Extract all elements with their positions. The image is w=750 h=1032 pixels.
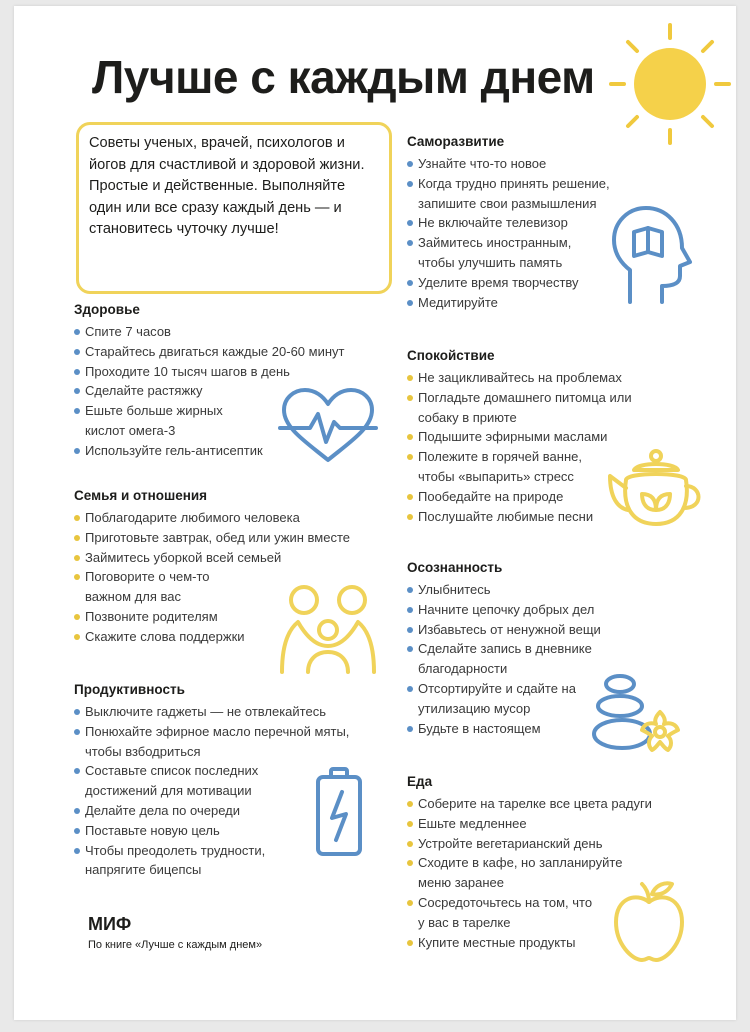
list-item: Когда трудно принять решение, запишите свои размышления: [407, 174, 638, 214]
page-sheet: [14, 6, 736, 1020]
list-item: Ешьте больше жирных кислот омега-3: [74, 401, 235, 441]
list-item: Уделите время творчеству: [407, 273, 727, 293]
section-title: Осознанность: [407, 560, 503, 575]
list-item: Отсортируйте и сдайте на утилизацию мусор: [407, 679, 593, 719]
teapot-icon: [604, 446, 708, 530]
list-item: Избавьтесь от ненужной вещи: [407, 620, 727, 640]
section-title: Спокойствие: [407, 348, 495, 363]
list-item: Подышите эфирными маслами: [407, 427, 727, 447]
apple-icon: [610, 878, 688, 964]
list-item: Медитируйте: [407, 293, 727, 313]
list-item: Выключите гаджеты — не отвлекайтесь: [74, 702, 404, 722]
publisher-logo: МИФ: [88, 914, 132, 934]
list-item: Купите местные продукты: [407, 933, 727, 953]
list-item: Соберите на тарелке все цвета радуги: [407, 794, 727, 814]
section-title: Здоровье: [74, 302, 140, 317]
page-title: Лучше с каждым днем: [92, 51, 595, 103]
list-item: Займитесь уборкой всей семьей: [74, 548, 404, 568]
source-note: По книге «Лучше с каждым днем»: [88, 939, 263, 951]
list-item: Послушайте любимые песни: [407, 507, 727, 527]
list-item: Позвоните родителям: [74, 607, 404, 627]
list-item: Используйте гель-антисептик: [74, 441, 404, 461]
list-item: Займитесь иностранным, чтобы улучшить память: [407, 233, 603, 273]
list-item: Сделайте запись в дневнике благодарности: [407, 639, 633, 679]
head-book-icon: [610, 202, 700, 306]
list-item: Скажите слова поддержки: [74, 627, 404, 647]
section-title: Еда: [407, 774, 433, 789]
list-item: Полежите в горячей ванне, чтобы «выпарить» стресс: [407, 447, 618, 487]
list-item: Сходите в кафе, но запланируйте меню заранее: [407, 853, 648, 893]
section-title: Продуктивность: [74, 682, 185, 697]
list-item: Спите 7 часов: [74, 322, 404, 342]
list-item: Проходите 10 тысяч шагов в день: [74, 362, 404, 382]
list-item: Устройте вегетарианский день: [407, 834, 727, 854]
list-item: Не зацикливайтесь на проблемах: [407, 368, 727, 388]
sun-icon: [606, 20, 734, 148]
list-item: Будьте в настоящем: [407, 719, 727, 739]
stones-flower-icon: [590, 672, 684, 758]
list-item: Поставьте новую цель: [74, 821, 404, 841]
list-item: Сосредоточьтесь на том, что у вас в тарелке: [407, 893, 593, 933]
battery-icon: [314, 766, 364, 858]
list-item: Составьте список последних достижений для мотивации: [74, 761, 290, 801]
intro-text: Советы ученых, врачей, психологов и йогов для счастливой и здоровой жизни. Простые и действенные. Выполняйте один или все сразу каждый день — и становитесь чуточку лучше!: [89, 135, 365, 237]
family-hug-icon: [274, 576, 382, 676]
list-item: Узнайте что-то новое: [407, 154, 727, 174]
list-item: Погладьте домашнего питомца или собаку в приюте: [407, 388, 633, 428]
list-item: Сделайте растяжку: [74, 381, 404, 401]
heart-pulse-icon: [276, 386, 380, 466]
intro-box: [76, 122, 392, 294]
list-item: Начните цепочку добрых дел: [407, 600, 727, 620]
list-item: Поговорите о чем-то важном для вас: [74, 567, 235, 607]
list-item: Ешьте медленнее: [407, 814, 727, 834]
list-item: Не включайте телевизор: [407, 213, 727, 233]
list-item: Понюхайте эфирное масло перечной мяты, чтобы взбодриться: [74, 722, 355, 762]
section-title: Семья и отношения: [74, 488, 208, 503]
list-item: Приготовьте завтрак, обед или ужин вместе: [74, 528, 404, 548]
list-item: Чтобы преодолеть трудности, напрягите бицепсы: [74, 841, 300, 881]
list-item: Поблагодарите любимого человека: [74, 508, 404, 528]
list-item: Старайтесь двигаться каждые 20-60 минут: [74, 342, 404, 362]
section-title: Саморазвитие: [407, 134, 505, 149]
list-item: Пообедайте на природе: [407, 487, 727, 507]
list-item: Делайте дела по очереди: [74, 801, 404, 821]
list-item: Улыбнитесь: [407, 580, 727, 600]
